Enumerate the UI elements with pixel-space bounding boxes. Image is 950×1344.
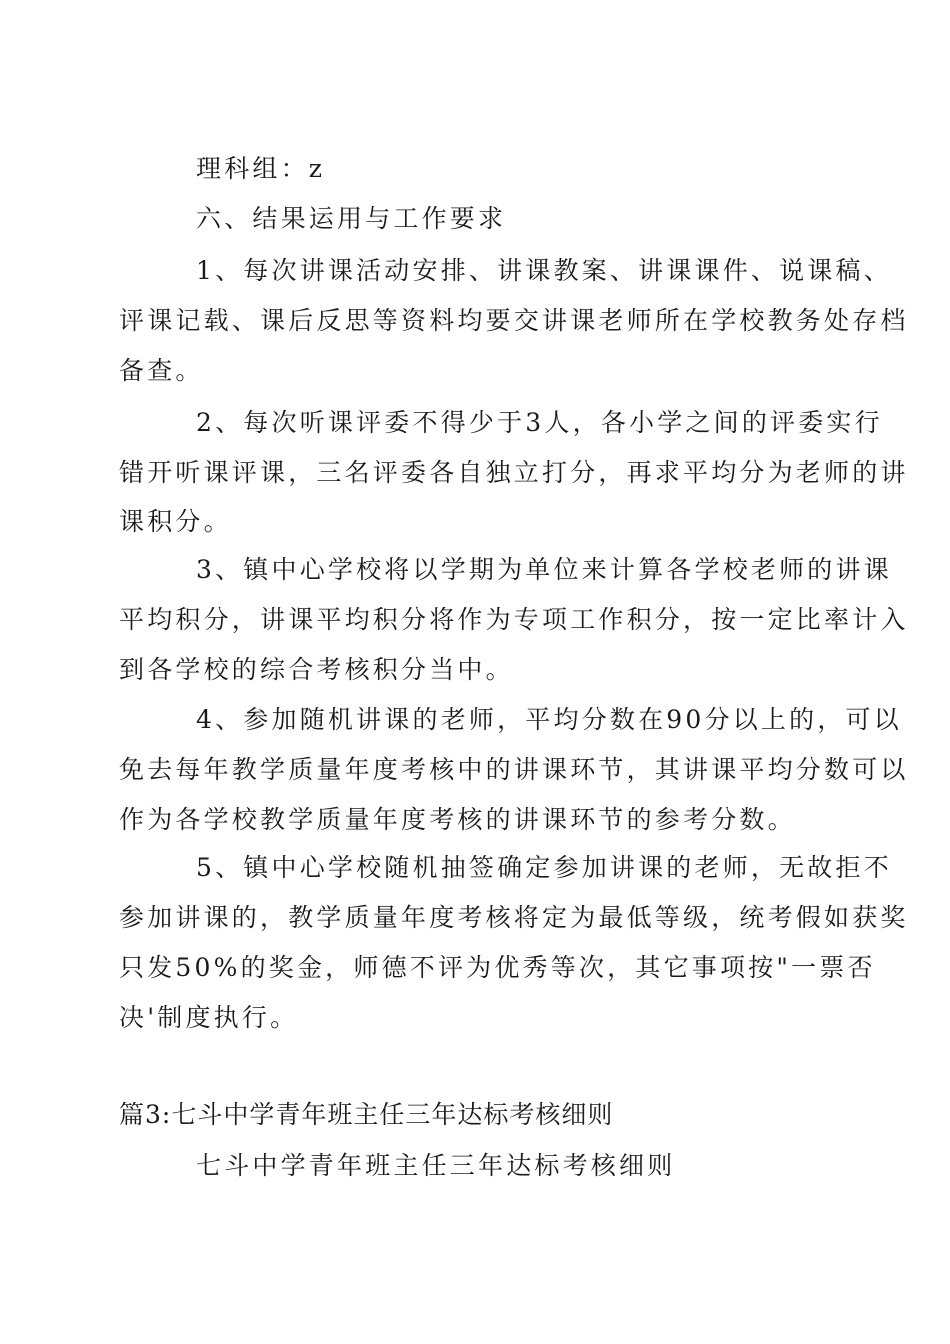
text-line: 参加讲课的，教学质量年度考核将定为最低等级，统考假如获奖	[119, 903, 909, 932]
text-line: 评课记载、课后反思等资料均要交讲课老师所在学校教务处存档	[119, 306, 909, 335]
text-line: 作为各学校教学质量年度考核的讲课环节的参考分数。	[119, 805, 796, 834]
text-line: 决'制度执行。	[119, 1003, 299, 1032]
article-title: 七斗中学青年班主任三年达标考核细则	[196, 1151, 676, 1180]
text-line: 错开听课评课，三名评委各自独立打分，再求平均分为老师的讲	[119, 458, 909, 487]
text-line: 备查。	[119, 356, 204, 385]
text-line: 平均积分，讲课平均积分将作为专项工作积分，按一定比率计入	[119, 605, 909, 634]
text-line: 3、镇中心学校将以学期为单位来计算各学校老师的讲课	[196, 555, 892, 584]
text-line: 理科组：z	[196, 154, 326, 183]
text-line: 4、参加随机讲课的老师，平均分数在90分以上的，可以	[196, 705, 902, 734]
text-line: 到各学校的综合考核积分当中。	[119, 655, 514, 684]
text-line: 5、镇中心学校随机抽签确定参加讲课的老师，无故拒不	[196, 853, 892, 882]
article-heading: 篇3:七斗中学青年班主任三年达标考核细则	[119, 1100, 614, 1129]
text-line: 1、每次讲课活动安排、讲课教案、讲课课件、说课稿、	[196, 256, 892, 285]
text-line: 免去每年教学质量年度考核中的讲课环节，其讲课平均分数可以	[119, 755, 909, 784]
text-line: 只发50%的奖金，师德不评为优秀等次，其它事项按"一票否	[119, 953, 876, 982]
text-line: 2、每次听课评委不得少于3人，各小学之间的评委实行	[196, 408, 883, 437]
text-line: 课积分。	[119, 507, 232, 536]
section-heading: 六、结果运用与工作要求	[196, 204, 507, 233]
